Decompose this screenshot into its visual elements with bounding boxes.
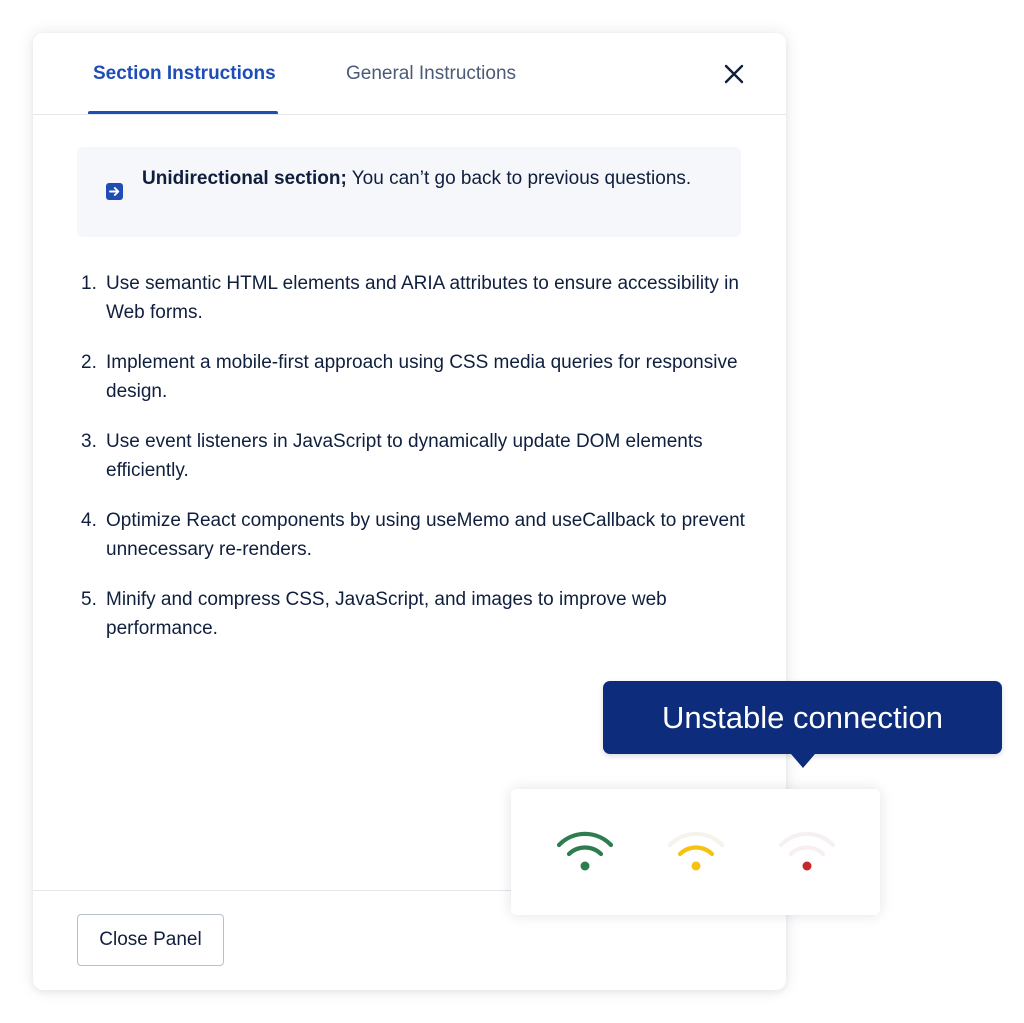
notice-bold-text: Unidirectional section;: [142, 168, 347, 189]
notice-body-text: You can’t go back to previous questions.: [346, 168, 692, 189]
list-item-number: 3.: [81, 431, 97, 452]
list-item-text: Minify and compress CSS, JavaScript, and images to improve web performance.: [106, 589, 667, 639]
wifi-weak-icon: [777, 829, 837, 873]
unidirectional-notice: [77, 147, 741, 237]
list-item: [81, 506, 751, 564]
list-item-number: 4.: [81, 510, 97, 531]
tab-general-instructions[interactable]: General Instructions: [346, 63, 517, 84]
close-icon[interactable]: [722, 62, 746, 86]
wifi-medium-icon: [666, 829, 726, 873]
list-item-text: Implement a mobile-first approach using CSS media queries for responsive design.: [106, 352, 738, 402]
tooltip-text: Unstable connection: [662, 700, 943, 735]
list-item: [81, 348, 751, 406]
list-item: [81, 427, 751, 485]
list-item-text: Optimize React components by using useMemo and useCallback to prevent unnecessary re-renders.: [106, 510, 745, 560]
notice-text: [142, 164, 702, 193]
list-item: [81, 269, 751, 327]
wifi-strong-icon: [555, 829, 615, 873]
connection-status-card: [511, 789, 880, 915]
list-item-number: 5.: [81, 589, 97, 610]
list-item-number: 1.: [81, 273, 97, 294]
list-item-text: Use event listeners in JavaScript to dynamically update DOM elements efficiently.: [106, 431, 703, 481]
instructions-list: [81, 269, 751, 664]
active-tab-indicator: [88, 111, 278, 114]
arrow-right-box-icon: [106, 183, 123, 200]
tab-bar: [33, 33, 786, 115]
list-item: [81, 585, 751, 643]
list-item-number: 2.: [81, 352, 97, 373]
connection-tooltip: [603, 681, 1002, 754]
list-item-text: Use semantic HTML elements and ARIA attributes to ensure accessibility in Web forms.: [106, 273, 739, 323]
tab-section-instructions[interactable]: Section Instructions: [93, 63, 276, 84]
tooltip-arrow: [791, 754, 815, 768]
close-panel-button[interactable]: Close Panel: [77, 914, 224, 966]
